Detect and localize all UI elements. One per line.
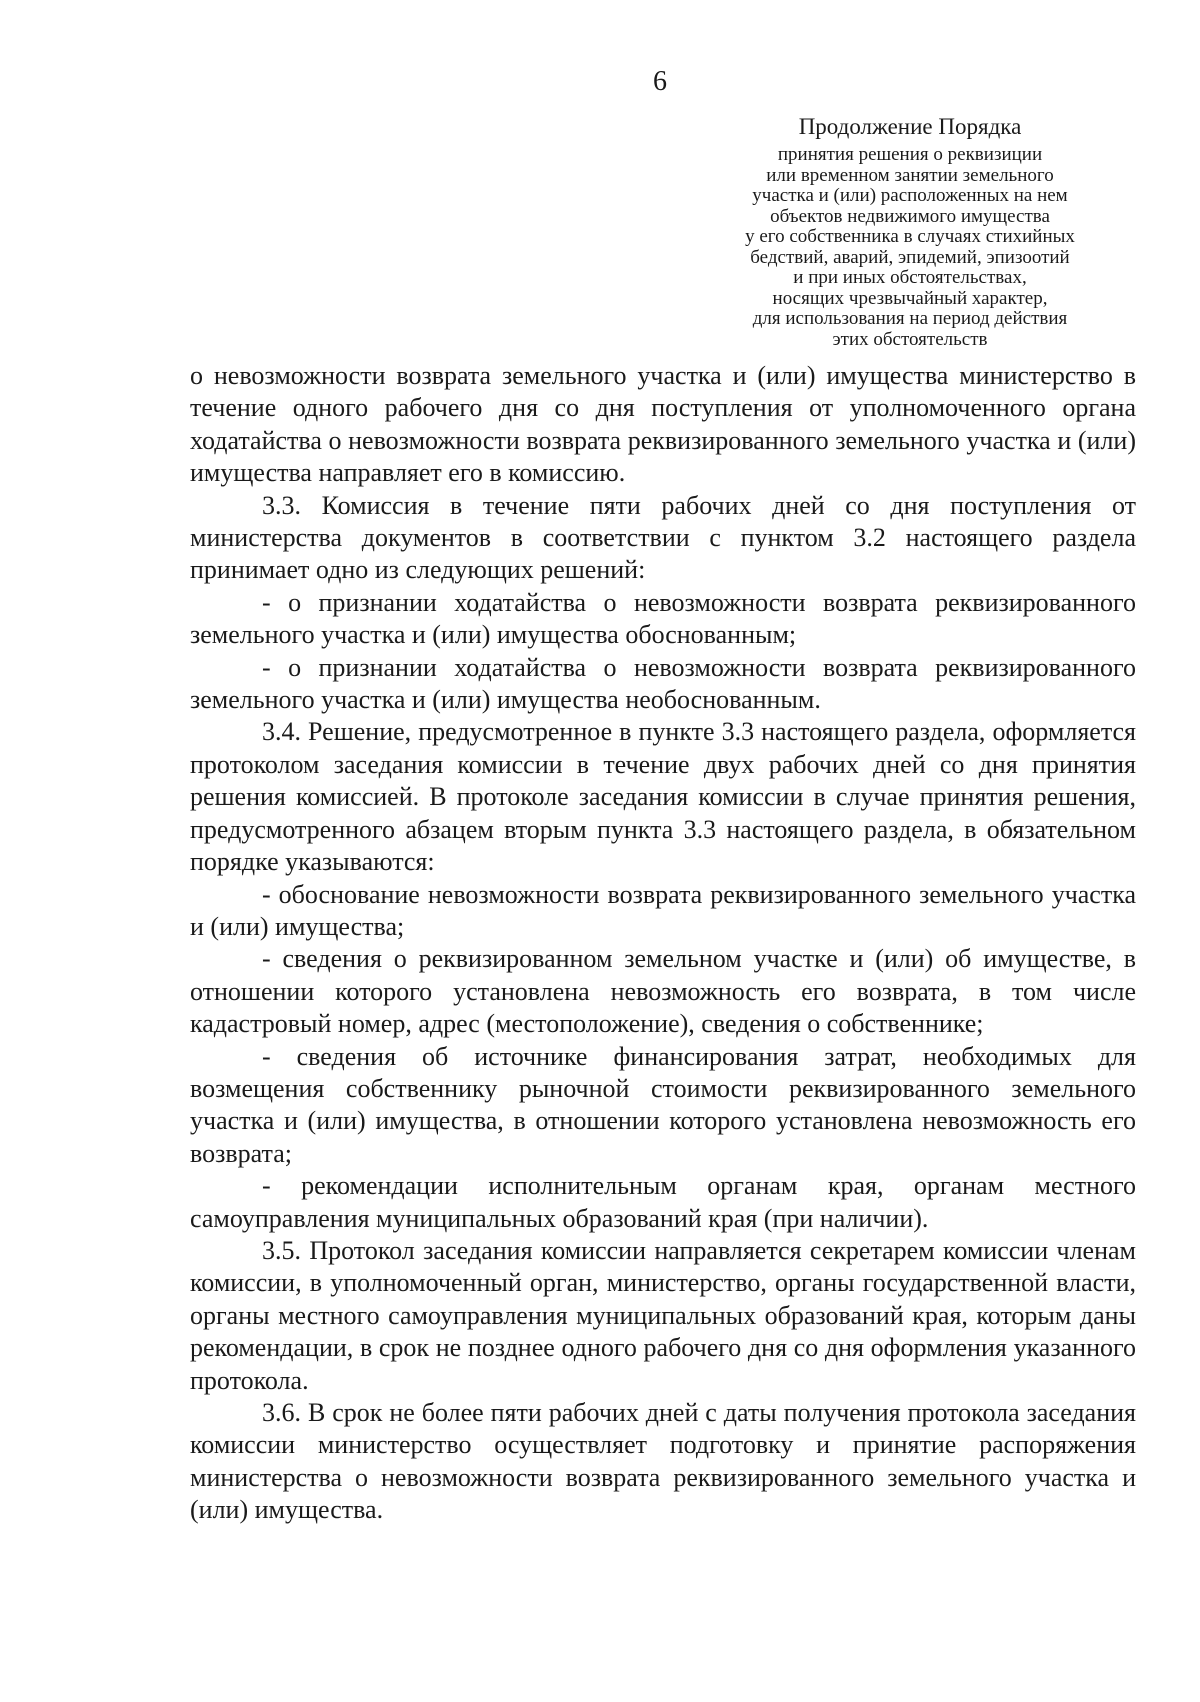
- paragraph-3-6: 3.6. В срок не более пяти рабочих дней с даты получения протокола заседания комиссии министерство осуществляет подготовку и принятие распоряжения министерства о невозможности возврата реквизированного земельного участка и (или) имущества.: [190, 1398, 1136, 1525]
- header-line: принятия решения о реквизиции: [777, 144, 1043, 165]
- header-line: у его собственника в случаях стихийных: [745, 226, 1075, 247]
- header-line: носящих чрезвычайный характер,: [772, 287, 1048, 309]
- list-item: - о признании ходатайства о невозможности возврата реквизированного земельного участка и (или) имущества обоснованным;: [190, 587, 1136, 650]
- header-line: или временном занятии земельного: [766, 164, 1054, 186]
- header-line: для использования на период действия: [752, 308, 1068, 329]
- header-line: и при иных обстоятельствах,: [793, 267, 1027, 288]
- header-title: Продолжение Порядка: [798, 114, 1022, 139]
- paragraph-continuation: о невозможности возврата земельного участка и (или) имущества министерство в течение одного рабочего дня со дня поступления от уполномоченного органа ходатайства о невозможности возврата реквизированного земельного участка и (или) имущества направляет его в комиссию.: [190, 361, 1136, 488]
- list-item: - обоснование невозможности возврата реквизированного земельного участка и (или) имущества;: [190, 879, 1136, 941]
- document-body: [190, 360, 1136, 1527]
- list-item: - рекомендации исполнительным органам края, органам местного самоуправления муниципальных образований края (при наличии).: [190, 1171, 1136, 1233]
- list-item: - сведения об источнике финансирования затрат, необходимых для возмещения собственнику рыночной стоимости реквизированного земельного участка и (или) имущества, в отношении которого установлена невозможность его возврата;: [190, 1041, 1136, 1168]
- list-item: - сведения о реквизированном земельном участке и (или) об имуществе, в отношении которого установлена невозможность его возврата, в том числе кадастровый номер, адрес (местоположение), сведения о собственнике;: [190, 944, 1136, 1039]
- header-line: этих обстоятельств: [832, 328, 988, 350]
- paragraph-3-5: 3.5. Протокол заседания комиссии направляется секретарем комиссии членам комиссии, в уполномоченный орган, министерство, органы государственной власти, органы местного самоуправления муниципальных образований края, которым даны рекомендации, в срок не позднее одного рабочего дня со дня оформления указанного протокола.: [190, 1235, 1136, 1395]
- list-item: - о признании ходатайства о невозможности возврата реквизированного земельного участка и (или) имущества необоснованным.: [190, 652, 1136, 715]
- paragraph-3-3: 3.3. Комиссия в течение пяти рабочих дней со дня поступления от министерства документов в соответствии с пунктом 3.2 настоящего раздела принимает одно из следующих решений:: [190, 490, 1136, 585]
- header-line: объектов недвижимого имущества: [770, 205, 1050, 227]
- header-line: бедствий, аварий, эпидемий, эпизоотий: [750, 246, 1070, 268]
- header-line: участка и (или) расположенных на нем: [752, 185, 1068, 206]
- document-header: [690, 113, 1130, 350]
- page-number: 6: [653, 66, 667, 97]
- paragraph-3-4: 3.4. Решение, предусмотренное в пункте 3.3 настоящего раздела, оформляется протоколом заседания комиссии в течение двух рабочих дней со дня принятия решения комиссией. В протоколе заседания комиссии в случае принятия решения, предусмотренного абзацем вторым пункта 3.3 настоящего раздела, в обязательном порядке указываются:: [190, 717, 1136, 877]
